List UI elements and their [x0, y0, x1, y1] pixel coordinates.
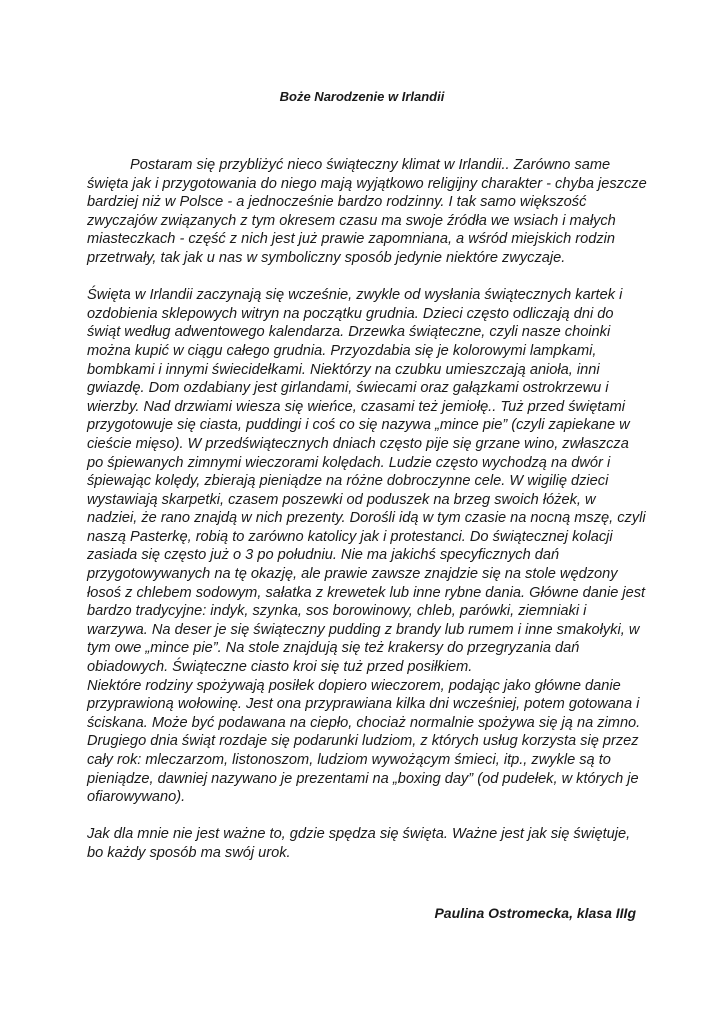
paragraph-traditions: Święta w Irlandii zaczynają się wcześnie, zwykle od wysłania świątecznych kartek i ozdobienia sklepowych witryn na początku grudnia. Dzieci często odliczają dni do świąt według adwentowego kalendarza. Drzewka świąteczne, czyli nasze choinki można kupić w ciągu całego grudnia. Przyozdabia się je kolorowymi lampkami, bombkami i innymi świecidełkami. Niektórzy na czubku umieszczają anioła, inni gwiazdę. Dom ozdabiany jest girlandami, świecami oraz gałązkami ostrokrzewu i wierzby. Nad drzwiami wiesza się wieńce, czasami też jemiołę.. Tuż przed świętami przygotowuje się ciasta, puddingi i coś co się nazywa „mince pie” (czyli zapiekane w cieście mięso). W przedświątecznych dniach często pije się grzane wino, zwłaszcza po śpiewanych zimnymi wieczorami kolędach. Ludzie często wychodzą na dwór i śpiewając kolędy, zbierają pieniądze na różne dobroczynne cele. W wigilię dzieci wystawiają skarpetki, czasem poszewki od poduszek na brzeg swoich łóżek, w nadziei, że rano znajdą w nich prezenty. Dorośli idą w tym czasie na nocną mszę, czyli naszą Pasterkę, robią to zarówno katolicy jak i protestanci. Do świątecznej kolacji zasiada się często już o 3 po południu. Nie ma jakichś specyficznych dań przygotowywanych na tę okazję, ale prawie zawsze znajdzie się na stole wędzony łosoś z chlebem sodowym, sałatka z krewetek lub inne rybne dania. Główne danie jest bardzo tradycyjne: indyk, szynka, sos borowinowy, chleb, parówki, ziemniaki i warzywa. Na deser je się świąteczny pudding z brandy lub rumem i inne smakołyki, w tym owe „mince pie”. Na stole znajdują się też krakersy do przegryzania dań obiadowych. Świąteczne ciasto kroi się tuż przed posiłkiem.	[87, 287, 646, 676]
paragraph-intro: Postaram się przybliżyć nieco świąteczny klimat w Irlandii.. Zarówno same święta jak i przygotowania do niego mają wyjątkowo religijny charakter - chyba jeszcze bardziej niż w Polsce - a jednocześnie bardzo rodzinny. I tak samo większość zwyczajów związanych z tym okresem czasu ma swoje źródła we wsiach i małych miasteczkach - część z nich jest już prawie zapomniana, a wśród miejskich rodzin przetrwały, tak jak u nas w symboliczny sposób jedynie niektóre zwyczaje.	[87, 157, 647, 266]
document-body	[87, 156, 647, 881]
paragraph-families: Niektóre rodziny spożywają posiłek dopiero wieczorem, podając jako główne danie przyprawioną wołowinę. Jest ona przyprawiana kilka dni wcześniej, potem gotowana i ściskana. Może być podawana na ciepło, chociaż normalnie spożywa się ją na zimno. Drugiego dnia świąt rozdaje się podarunki ludziom, z których usług korzysta się przez cały rok: mleczarzom, listonoszom, ludziom wywożącym śmieci, itp., zwykle są to pieniądze, dawniej nazywano je prezentami na „boxing day” (od pudełek, w których je ofiarowywano).	[87, 677, 641, 806]
document-title: Boże Narodzenie w Irlandii	[279, 89, 445, 104]
author-signature: Paulina Ostromecka, klasa IIIg	[434, 905, 636, 921]
paragraph-conclusion: Jak dla mnie nie jest ważne to, gdzie spędza się święta. Ważne jest jak się świętuje, bo każdy sposób ma swój urok.	[87, 826, 631, 861]
